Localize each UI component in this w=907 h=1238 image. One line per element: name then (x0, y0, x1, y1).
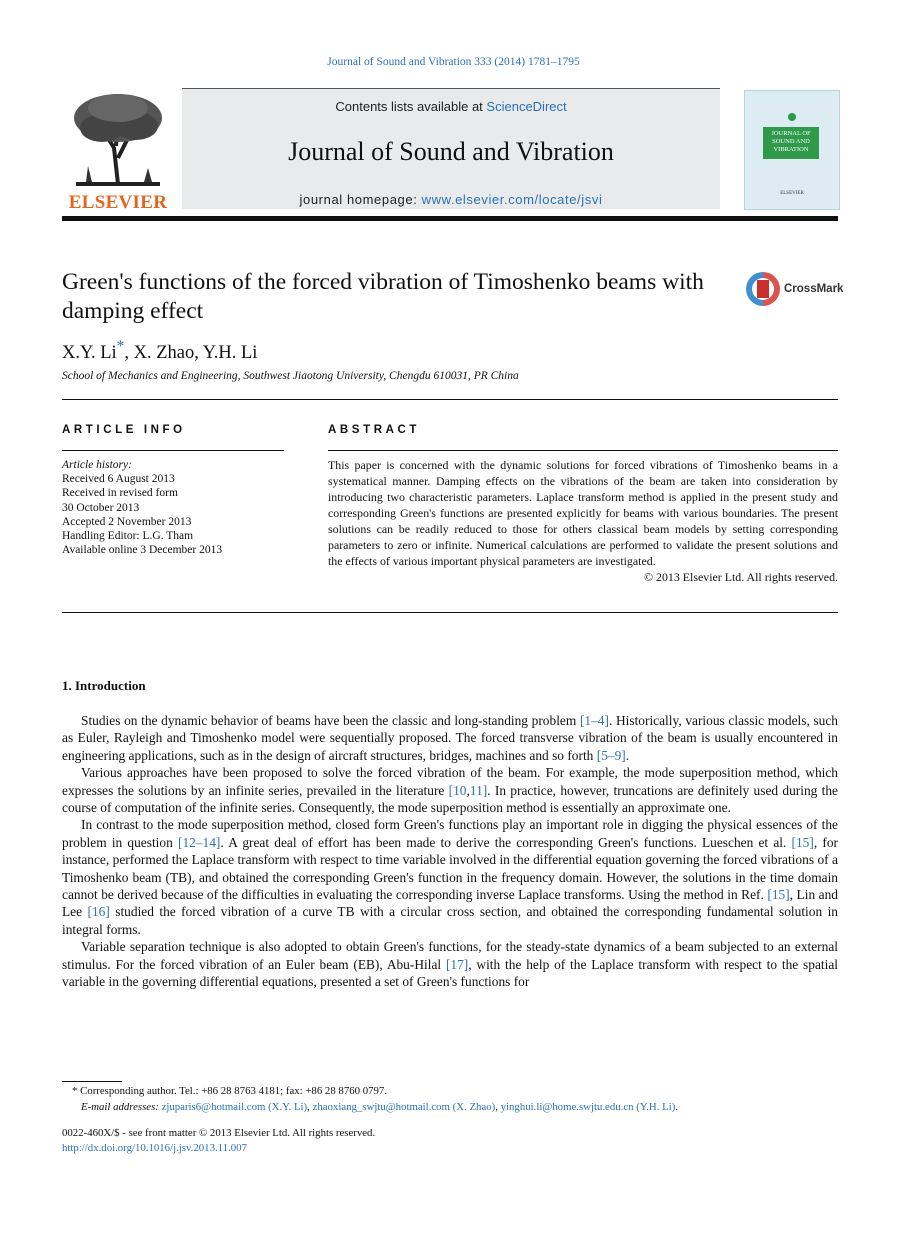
masthead-banner (182, 88, 720, 209)
cover-publisher: ELSEVIER (780, 191, 804, 196)
article-info-heading: ARTICLE INFO (62, 424, 186, 436)
text-run: , Lin and Lee (62, 887, 838, 920)
text-run: In contrast to the mode superposition method, closed form Green's functions play an important role in digging the physical essences of the problem in question (62, 817, 838, 850)
divider (62, 612, 838, 613)
text-run: . A great deal of effort has been made to derive the corresponding Green's functions. Lueschen et al. (220, 834, 792, 850)
separator: , (495, 1100, 501, 1113)
journal-citation[interactable]: Journal of Sound and Vibration 333 (2014) 1781–1795 (327, 56, 580, 68)
divider (62, 399, 838, 400)
citation-link[interactable]: 11] (469, 782, 488, 798)
article-title: Green's functions of the forced vibration of Timoshenko beams with damping effect (62, 269, 704, 324)
homepage-prefix: journal homepage: (299, 192, 418, 207)
abstract-body (328, 457, 838, 585)
paragraph (62, 816, 838, 938)
history-item: Accepted 2 November 2013 (62, 515, 192, 528)
citation-link[interactable]: [17] (445, 956, 469, 972)
history-item: Received in revised form (62, 487, 178, 500)
email-link[interactable]: zjuparis6@hotmail.com (X.Y. Li) (161, 1100, 308, 1113)
separator: . (675, 1100, 679, 1113)
text-run: . In practice, however, truncations are definitely used during the course of computation of the infinite series. Consequently, the mode superposition method is essentially an approximate one. (62, 782, 838, 816)
homepage-link[interactable]: www.elsevier.com/locate/jsvi (421, 192, 603, 207)
abstract-heading: ABSTRACT (328, 424, 421, 436)
email-link[interactable]: zhaoxiang_swjtu@hotmail.com (X. Zhao) (312, 1100, 496, 1113)
abstract-text: This paper is concerned with the dynamic solutions for forced vibrations of Timoshenko beams in a systematical manner. Damping effects on the vibrations of the beam are taken into consideration by introducing two characteristic parameters. Laplace transform method is applied in the present study and corresponding Green's functions are presented explicitly for beams with various boundaries. The present solutions can be readily reduced to those for others classical beam models by setting corresponding parameters to zero or infinite. Numerical calculations are performed to validate the present solutions and the effects of various important physical parameters are investigated. (328, 458, 838, 568)
divider (328, 450, 838, 451)
citation-link[interactable]: [1–4] (579, 713, 609, 728)
footnote-rule (62, 1081, 122, 1082)
corresponding-author-mark[interactable]: * (116, 338, 125, 355)
front-matter (62, 1126, 375, 1156)
divider (62, 450, 284, 451)
elsevier-logo[interactable] (62, 88, 174, 213)
journal-cover-thumbnail[interactable] (744, 90, 840, 210)
text-run: , (466, 782, 470, 798)
citation-link[interactable]: [12–14] (178, 834, 221, 850)
article-history (62, 458, 284, 557)
citation-link[interactable]: [15] (791, 834, 814, 850)
masthead (62, 88, 838, 213)
cover-title-box (763, 127, 819, 159)
abstract-copyright: © 2013 Elsevier Ltd. All rights reserved. (644, 570, 838, 584)
issn-line: 0022-460X/$ - see front matter © 2013 Elsevier Ltd. All rights reserved. (62, 1127, 376, 1139)
text-run: Various approaches have been proposed to solve the forced vibration of the beam. For example, the mode superposition method, which expresses the solutions by an infinite series, prevailed in the literature (62, 765, 838, 798)
text-run: . Historically, various classic models, such as Euler, Rayleigh and Timoshenko model were sequentially proposed. The forced transverse vibration of the beam is usually encountered in engineering applications, such as in the design of aircraft structures, bridges, machines and so forth (62, 713, 838, 763)
author-list (62, 338, 257, 364)
journal-title: Journal of Sound and Vibration (288, 137, 614, 166)
text-run: , with the help of the Laplace transform with respect to the spatial variable in the governing differential equations, presented a set of Green's functions for (62, 956, 838, 990)
crossmark-icon (746, 272, 780, 306)
history-label: Article history: (62, 459, 132, 471)
citation-link[interactable]: [16] (87, 904, 110, 920)
cover-emblem-icon (788, 113, 796, 121)
citation-link[interactable]: [15] (767, 887, 790, 903)
paragraph (62, 938, 838, 990)
affiliation: School of Mechanics and Engineering, Southwest Jiaotong University, Chengdu 610031, PR China (62, 370, 519, 382)
elsevier-wordmark: ELSEVIER (68, 192, 168, 213)
contents-prefix: Contents lists available at (335, 99, 483, 114)
history-item: 30 October 2013 (62, 501, 140, 514)
introduction-body (62, 712, 838, 991)
crossmark-label: CrossMark (784, 283, 844, 295)
text-run: Variable separation technique is also adopted to obtain Green's functions, for the steady-state dynamics of a beam subjected to an external stimulus. For the forced vibration of an Euler beam (EB), Abu-Hilal (62, 939, 838, 972)
text-run: Studies on the dynamic behavior of beams have been the classic and long-standing problem (81, 713, 580, 728)
email-line (62, 1100, 838, 1116)
sciencedirect-link[interactable]: ScienceDirect (486, 99, 567, 114)
homepage-line (182, 192, 720, 207)
footnotes (62, 1084, 838, 1115)
author-first: X.Y. Li (62, 343, 117, 364)
corresponding-author-note: * Corresponding author. Tel.: +86 28 8763 4181; fax: +86 28 8760 0797. (72, 1085, 388, 1097)
crossmark-badge[interactable] (746, 272, 844, 308)
history-item: Handling Editor: L.G. Tham (62, 530, 194, 543)
history-item: Received 6 August 2013 (62, 473, 175, 486)
paragraph (62, 764, 838, 816)
text-run: . (625, 747, 630, 763)
doi-link[interactable]: http://dx.doi.org/10.1016/j.jsv.2013.11.007 (62, 1142, 247, 1154)
contents-line (182, 99, 720, 114)
email-label: E-mail addresses: (81, 1100, 159, 1113)
separator: , (307, 1100, 313, 1113)
history-item: Available online 3 December 2013 (62, 544, 223, 557)
email-link[interactable]: yinghui.li@home.swjtu.edu.cn (Y.H. Li) (500, 1100, 676, 1113)
tree-logo-icon (62, 88, 174, 192)
header-divider (62, 216, 838, 221)
text-run: studied the forced vibration of a curve TB with a circular cross section, and obtained the corresponding fundamental solution in integral forms. (62, 904, 838, 937)
paragraph (62, 712, 838, 764)
text-run: , for instance, performed the Laplace transform with respect to time variable involved in the differential equation governing the forced vibrations of a Timoshenko beam (TB), and obtained the corresponding Green's function in the frequency domain. However, the solutions in the time domain cannot be derived because of the difficulties in evaluating the corresponding inverse Laplace transforms. Using the method in Ref. (62, 834, 838, 903)
cover-title: JOURNAL OF SOUND AND VIBRATION (771, 130, 811, 153)
citation-link[interactable]: [10 (448, 782, 467, 798)
citation-link[interactable]: [5–9] (596, 747, 626, 763)
section-heading-introduction: 1. Introduction (62, 678, 146, 693)
author-rest: , X. Zhao, Y.H. Li (124, 343, 258, 364)
